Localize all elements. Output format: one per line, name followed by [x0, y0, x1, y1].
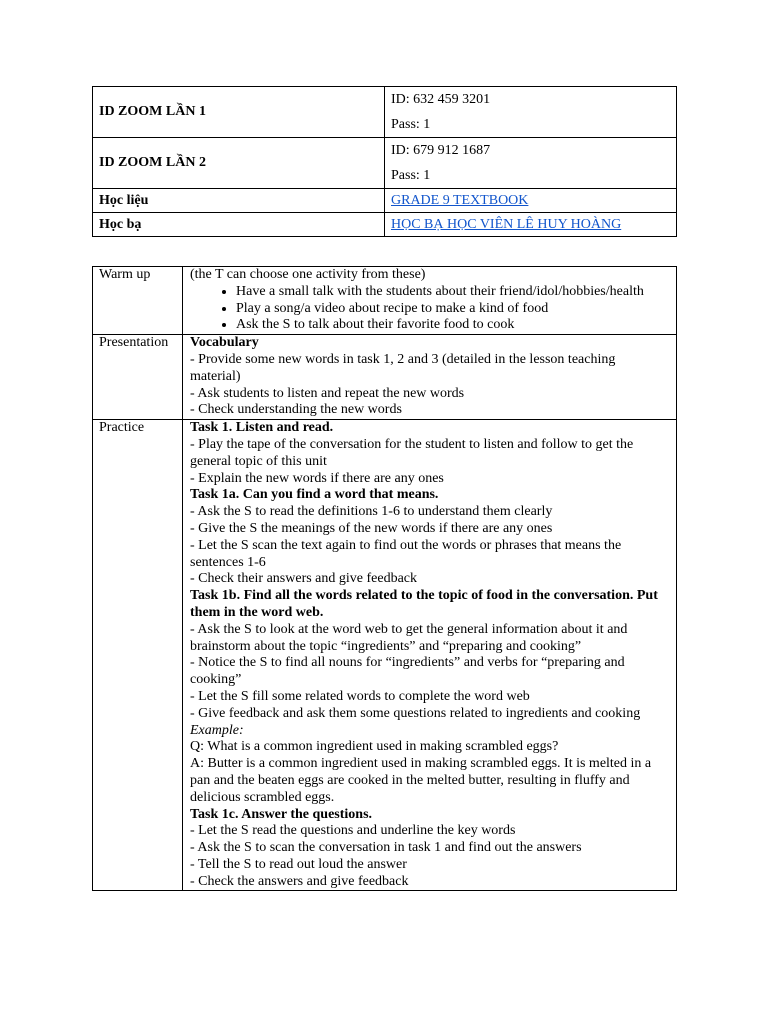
- task1c-line: - Check the answers and give feedback: [190, 873, 409, 889]
- example-question: Q: What is a common ingredient used in making scrambled eggs?: [190, 739, 559, 755]
- presentation-row: [93, 335, 677, 420]
- zoom-1-pass: Pass: 1: [391, 117, 431, 132]
- task1-line: - Explain the new words if there are any ones: [190, 470, 444, 486]
- report-row: [93, 213, 677, 237]
- example-answer: A: Butter is a common ingredient used in making scrambled eggs. It is melted in a pan and the beaten eggs are cooked in the melted butter, resulting in fluffy and delicious scrambled eggs.: [190, 756, 652, 805]
- zoom-1-credentials: [385, 87, 677, 138]
- practice-stage: Practice: [93, 420, 183, 891]
- vocabulary-heading: Vocabulary: [190, 335, 259, 351]
- warmup-intro: (the T can choose one activity from these): [190, 267, 426, 282]
- presentation-content: [183, 335, 677, 420]
- student-report-link[interactable]: HỌC BẠ HỌC VIÊN LÊ HUY HOÀNG: [391, 216, 622, 232]
- task1b-line: - Notice the S to find all nouns for “ingredients” and verbs for “preparing and cooking”: [190, 655, 625, 688]
- warmup-activity: • Play a song/a video about recipe to make a kind of food: [236, 301, 669, 318]
- zoom-info-table: [92, 86, 677, 237]
- textbook-link[interactable]: GRADE 9 TEXTBOOK: [391, 192, 529, 208]
- task1c-line: - Ask the S to scan the conversation in task 1 and find out the answers: [190, 840, 582, 856]
- warmup-stage: Warm up: [93, 267, 183, 335]
- materials-label: Học liệu: [93, 189, 385, 213]
- zoom-1-label: ID ZOOM LẦN 1: [93, 87, 385, 138]
- task1a-line: - Let the S scan the text again to find out the words or phrases that means the sentences 1-6: [190, 537, 622, 570]
- report-cell: [385, 213, 677, 237]
- task1a-line: - Give the S the meanings of the new words if there are any ones: [190, 520, 553, 536]
- practice-content: [183, 420, 677, 891]
- task1b-line: - Ask the S to look at the word web to get the general information about it and brainstorm about the topic “ingredients” and “preparing and cooking”: [190, 621, 628, 654]
- zoom-2-label: ID ZOOM LẦN 2: [93, 138, 385, 189]
- task1c-line: - Let the S read the questions and underline the key words: [190, 823, 516, 839]
- materials-row: [93, 189, 677, 213]
- presentation-line: - Provide some new words in task 1, 2 and 3 (detailed in the lesson teaching material): [190, 351, 616, 384]
- zoom-2-id: ID: 679 912 1687: [391, 143, 491, 158]
- zoom-2-credentials: [385, 138, 677, 189]
- warmup-content: [183, 267, 677, 335]
- practice-row: [93, 420, 677, 891]
- report-label: Học bạ: [93, 213, 385, 237]
- zoom-row-1: [93, 87, 677, 138]
- zoom-row-2: [93, 138, 677, 189]
- presentation-line: - Check understanding the new words: [190, 402, 402, 418]
- task1c-line: - Tell the S to read out loud the answer: [190, 856, 407, 872]
- zoom-2-pass: Pass: 1: [391, 168, 431, 183]
- task1a-heading: Task 1a. Can you find a word that means.: [190, 487, 439, 503]
- warmup-activity: • Have a small talk with the students about their friend/idol/hobbies/health: [236, 284, 669, 301]
- warmup-activity: • Ask the S to talk about their favorite food to cook: [236, 317, 669, 334]
- task1b-heading: Task 1b. Find all the words related to the topic of food in the conversation. Put them in the word web.: [190, 588, 658, 620]
- task1-line: - Play the tape of the conversation for the student to listen and follow to get the general topic of this unit: [190, 436, 634, 469]
- task1b-line: - Let the S fill some related words to complete the word web: [190, 688, 530, 704]
- example-label: Example:: [190, 722, 244, 738]
- warmup-activity-list: [190, 284, 669, 334]
- presentation-line: - Ask students to listen and repeat the new words: [190, 385, 465, 401]
- task1a-line: - Check their answers and give feedback: [190, 571, 418, 587]
- presentation-stage: Presentation: [93, 335, 183, 420]
- task1b-line: - Give feedback and ask them some questions related to ingredients and cooking: [190, 705, 641, 721]
- materials-cell: [385, 189, 677, 213]
- lesson-plan-table: [92, 266, 677, 891]
- zoom-1-id: ID: 632 459 3201: [391, 92, 491, 107]
- task1-heading: Task 1. Listen and read.: [190, 420, 334, 436]
- task1a-line: - Ask the S to read the definitions 1-6 to understand them clearly: [190, 504, 553, 520]
- task1c-heading: Task 1c. Answer the questions.: [190, 806, 373, 822]
- warmup-row: [93, 267, 677, 335]
